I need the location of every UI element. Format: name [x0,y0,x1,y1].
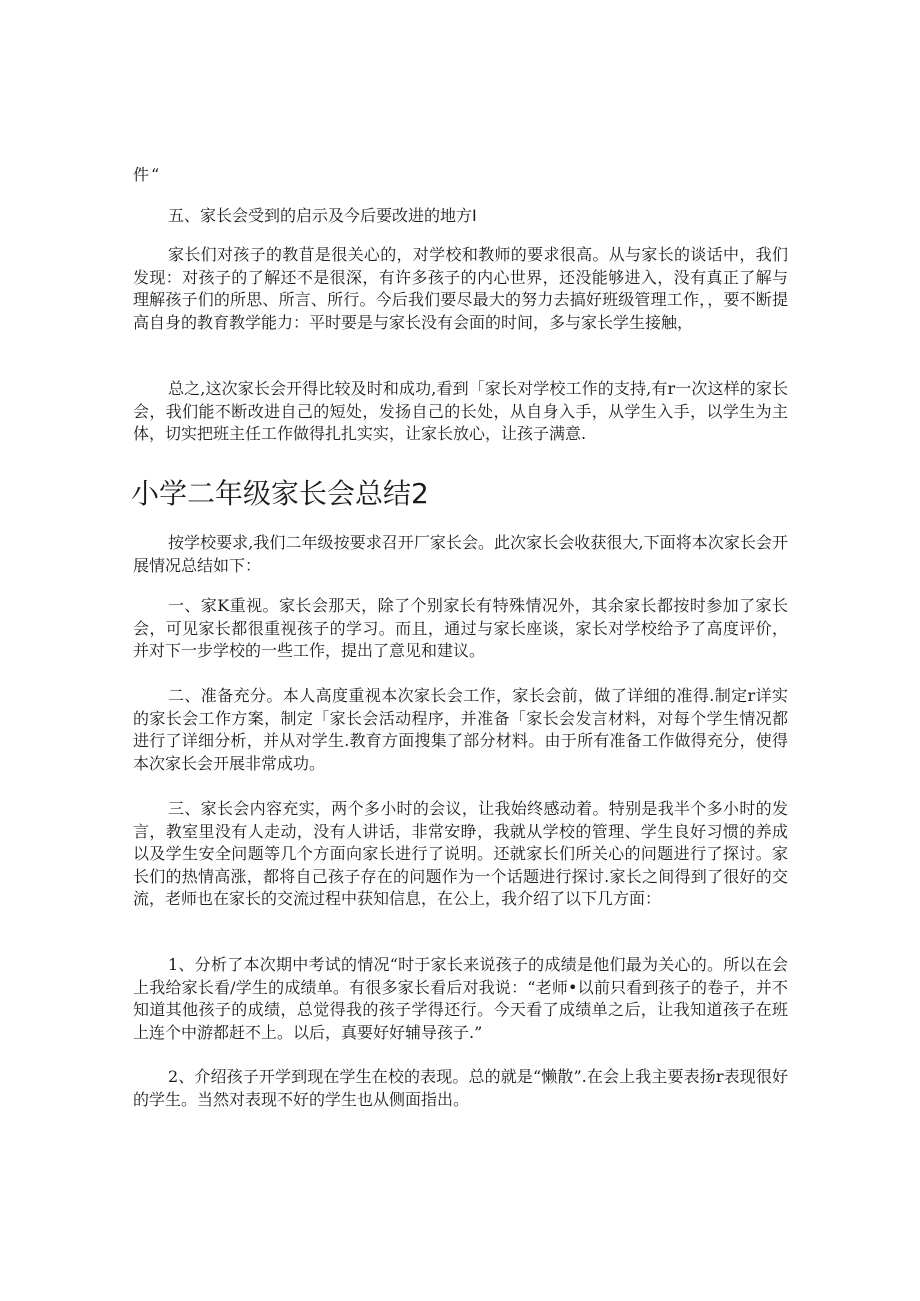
paragraph: 2、介绍孩子开学到现在学生在校的表现。总的就是“懒散”.在会上我主要表扬r表现很好的学生。当然对表现不好的学生也从侧面指出。 [133,1067,788,1109]
paragraph: 三、家长会内容充实，两个多小时的会议，让我始终感动着。特别是我半个多小时的发言，教室里没有人走动，没有人讲话，非常安睁，我就从学校的管理、学生良好习惯的养成以及学生安全问题等几个方面向家长进行了说明。还就家长们所关心的问题进行了探讨。家长们的热情高涨，都将自己孩子存在的问题作为一个话题进行探讨.家长之间得到了很好的交流，老师也在家长的交流过程中获知信息，在公上，我介绍了以下几方面： [133,799,788,908]
paragraph: 总之,这次家长会开得比较及时和成功,看到「家长对学校工作的支持,有r一次这样的家长会，我们能不断改进自己的短处，发扬自己的长处，从自身入手，从学生入手，以学生为主体，切实把班主任工作做得扎扎实实，让家长放心，让孩子满意. [133,379,788,443]
paragraph: 二、准备充分。本人高度重视本次家长会工作，家长会前，做了详细的准得.制定r详实的家长会工作方案，制定「家长会活动程序，并准备「家长会发言材料，对每个学生情况都进行了详细分析，并从对学生.教育方面搜集了部分材料。由于所有准备工作做得充分，使得本次家长会开展非常成功。 [133,686,788,773]
paragraph: 1、分析了本次期中考试的情况“时于家长来说孩子的成绩是他们最为关心的。所以在会上我给家长看/学生的成绩单。有很多家长看后对我说：“老师•以前只看到孩子的卷子，并不知道其他孩子的成绩，总觉得我的孩子学得还行。今天看了成绩单之后，让我知道孩子在班上连个中游都赶不上。以后，真要好好辅导孩子.” [133,955,788,1042]
continued-text-fragment: 件“ [133,165,162,184]
section-heading: 五、家长会受到的启示及今后要改进的地方Ⅰ [168,206,477,225]
document-title: 小学二年级家长会总结2 [131,477,429,510]
paragraph: 一、家K重视。家长会那天，除了个别家长有特殊情况外，其余家长都按时参加了家长会，可见家长都很重视孩子的学习。而且，通过与家长座谈，家长对学校给予了高度评价，并对下一步学校的一些工作，提出了意见和建议。 [133,596,788,660]
paragraph: 按学校要求,我们二年级按要求召开厂家长会。此次家长会收获很大,下面将本次家长会开展情况总结如下： [133,533,788,575]
paragraph: 家长们对孩子的教苜是很关心的，对学校和教师的要求很高。从与家长的谈话中，我们发现：对孩子的了解还不是很深，有许多孩子的内心世界，还没能够进入，没有真正了解与理解孩子们的所思、所言、所行。今后我们要尽最大的努力去搞好班级管理工作，，要不断提高自身的教育教学能力：平时要是与家长没有会面的时间，多与家长学生接触， [133,245,788,332]
